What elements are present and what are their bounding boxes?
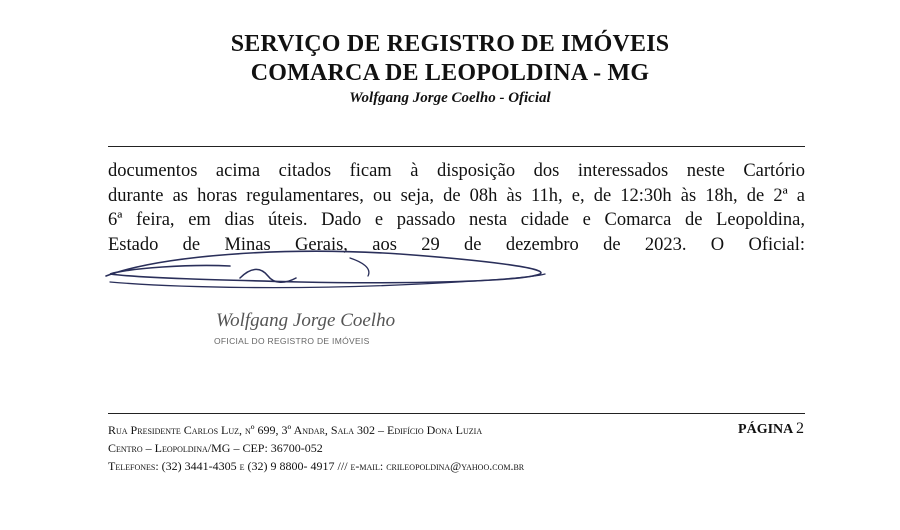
body-line: 6ª feira, em dias úteis. Dado e passado nesta cidade e Comarca de Leopoldina, (108, 210, 805, 230)
registry-title: SERVIÇO DE REGISTRO DE IMÓVEIS (230, 31, 670, 57)
district-title: COMARCA DE LEOPOLDINA - MG (250, 60, 650, 86)
officer-subtitle: Wolfgang Jorge Coelho - Oficial (349, 90, 551, 106)
body-line: documentos acima citados ficam à disposição dos interessados neste Cartório (108, 161, 805, 181)
document-header (0, 30, 900, 107)
footer-divider (108, 413, 805, 414)
body-line: durante as horas regulamentares, ou seja, de 08h às 11h, e, de 12:30h às 18h, de 2ª a (108, 185, 805, 206)
footer-address-line: Rua Presidente Carlos Luz, nº 699, 3º Andar, Sala 302 – Edifício Dona Luzia (108, 423, 483, 437)
page-number: 2 (796, 420, 804, 437)
header-divider (108, 146, 805, 147)
footer-address-line: Centro – Leopoldina/MG – CEP: 36700-052 (108, 441, 323, 455)
page-indicator (700, 420, 804, 439)
document-footer (108, 421, 668, 475)
footer-contact-line: Telefones: (32) 3441-4305 e (32) 9 8800- 4917 /// e-mail: crileopoldina@yahoo.com.br (108, 459, 525, 473)
stamp-name: Wolfgang Jorge Coelho (216, 310, 396, 331)
officer-stamp (212, 302, 432, 352)
handwritten-signature (100, 238, 560, 308)
body-line: Estado de Minas Gerais, aos 29 de dezembro de 2023. O Oficial: (108, 234, 805, 255)
stamp-role: OFICIAL DO REGISTRO DE IMÓVEIS (214, 336, 370, 346)
page-label: PÁGINA (738, 422, 793, 437)
